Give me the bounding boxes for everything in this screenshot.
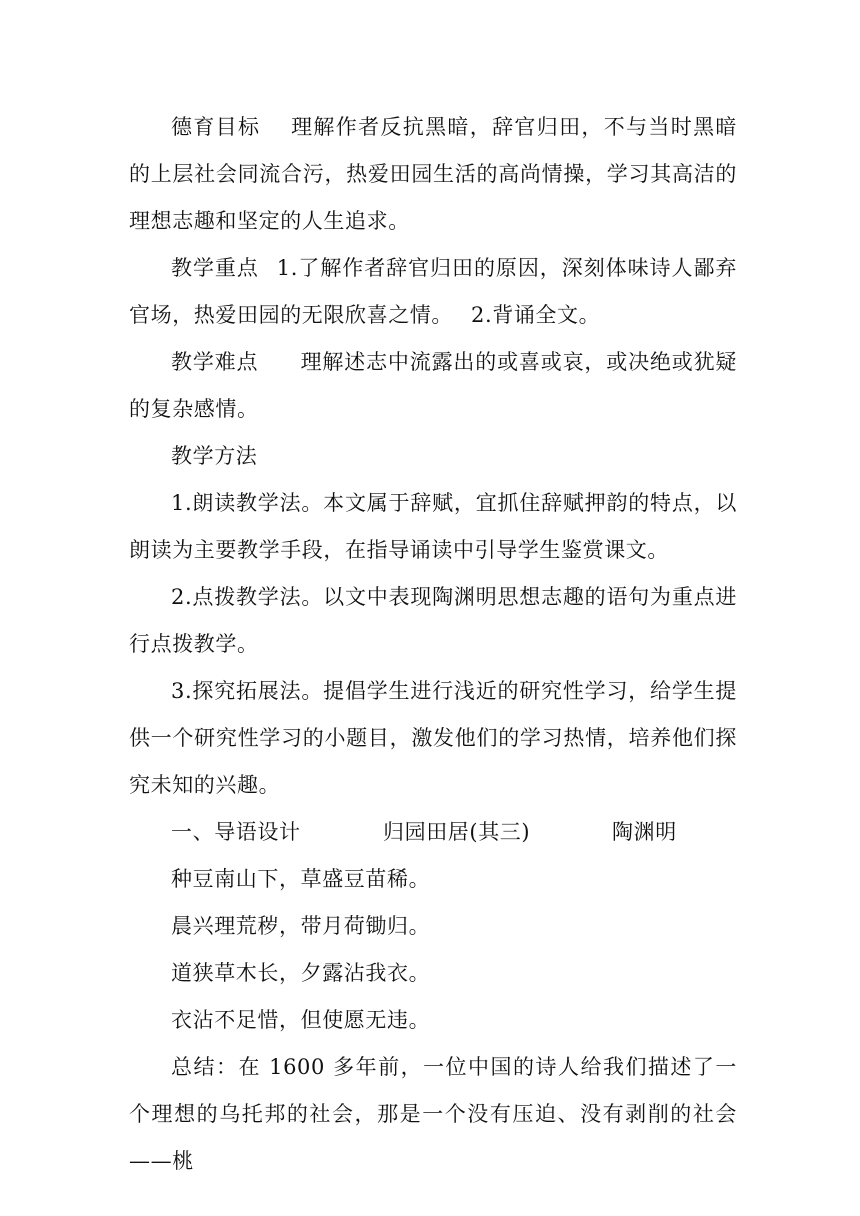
- poem-line-2: 晨兴理荒秽，带月荷锄归。: [171, 914, 431, 938]
- poem-line-3: 道狭草木长，夕露沾我衣。: [171, 961, 431, 985]
- key-points-paragraph: [129, 245, 737, 339]
- method-3: 3.探究拓展法。提倡学生进行浅近的研究性学习，给学生提供一个研究性学习的小题目，激发他们的学习热情，培养他们探究未知的兴趣。: [129, 679, 737, 797]
- summary-paragraph: 总结：在 1600 多年前，一位中国的诗人给我们描述了一个理想的乌托邦的社会，那是一个没有压迫、没有剥削的社会——桃: [129, 1055, 737, 1173]
- moral-goal-label: 德育目标: [171, 115, 261, 139]
- poem-title: 归园田居(其三): [383, 820, 531, 844]
- methods-heading: 教学方法: [171, 444, 258, 468]
- moral-goal-paragraph: [129, 104, 737, 245]
- document-body: [129, 104, 737, 1185]
- key-points-label: 教学重点: [171, 256, 259, 280]
- method-2: 2.点拨教学法。以文中表现陶渊明思想志趣的语句为重点进行点拨教学。: [129, 585, 737, 656]
- poem-line-1: 种豆南山下，草盛豆苗稀。: [171, 867, 431, 891]
- intro-section-heading: 一、导语设计: [171, 820, 301, 844]
- difficulties-label: 教学难点: [171, 350, 259, 374]
- poem-author: 陶渊明: [612, 820, 677, 844]
- method-1: 1.朗读教学法。本文属于辞赋，宜抓住辞赋押韵的特点，以朗读为主要教学手段，在指导诵读中引导学生鉴赏课文。: [129, 491, 737, 562]
- key-points-item-1: 1.了解作者辞官归田的原因，深刻体味诗人鄙弃官场，热爱田园的无限欣喜之情。: [129, 256, 737, 327]
- intro-title-row: [129, 809, 737, 856]
- key-points-item-2: 2.背诵全文。: [471, 303, 601, 327]
- difficulties-text: 理解述志中流露出的或喜或哀，或决绝或犹疑的复杂感情。: [129, 350, 738, 421]
- moral-goal-text: 理解作者反抗黑暗，辞官归田，不与当时黑暗的上层社会同流合污，热爱田园生活的高尚情操，学习其高洁的理想志趣和坚定的人生追求。: [129, 115, 738, 233]
- poem-line-4: 衣沾不足惜，但使愿无违。: [171, 1008, 431, 1032]
- difficulties-paragraph: [129, 339, 737, 433]
